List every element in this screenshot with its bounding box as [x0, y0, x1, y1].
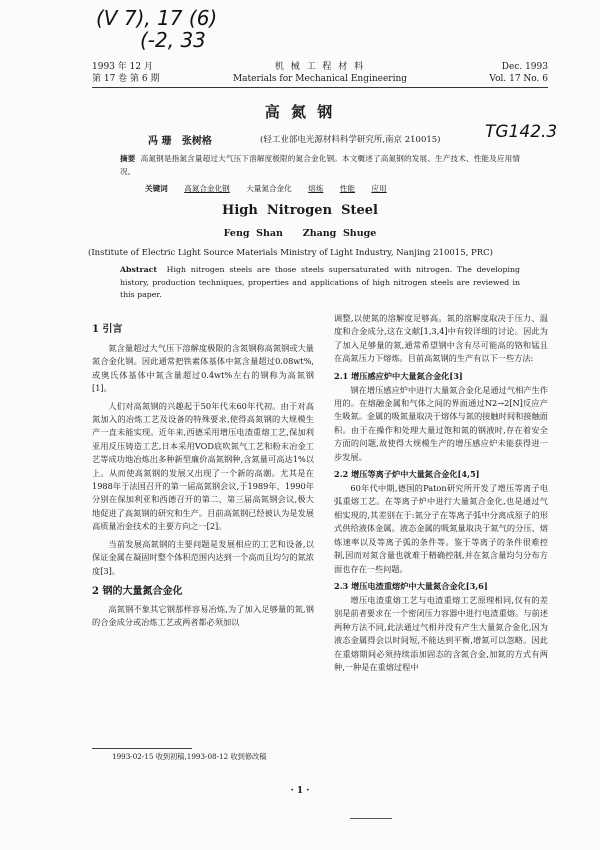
keyword-item: 性能 [339, 184, 355, 193]
abstract-cn-label: 摘要 [120, 154, 136, 163]
paragraph: 60年代中期,德国的Paton研究所开发了增压等离子电弧重熔工艺。在等离子炉中进行大量氮合金化,也是通过气相实现的,其差别在于:氮分子在等离子弧中分离成原子的形式供给液体金属。液态金属的吸氮量取决于氮气的分压、熔炼速率以及等离子弧的条件等。鉴于等离子的条件很难控制,因而对氮含量也就难于精确控制,并在氮含量均匀分布方面也存在一些问题。 [334, 483, 548, 574]
handwritten-note-line1: (V 7), 17 (6) [96, 6, 218, 30]
page-number: · 1 · [290, 786, 310, 796]
handwritten-note-line2: (-2, 33 [140, 28, 206, 52]
handwritten-class-number: TG142.3 [485, 122, 558, 142]
authors-en: Feng Shan Zhang Shuge [223, 228, 377, 239]
right-column [334, 312, 548, 674]
abstract-en-text: High nitrogen steels are those steels supersaturated with nitrogen. The developing history, production techniques, properties and applications of high nitrogen steels are reviewed in this paper. [120, 265, 520, 300]
left-column [92, 312, 314, 630]
paragraph: 氮含量超过大气压下溶解度极限的含氮钢称高氮钢或大量氮合金化钢。因此通常把铁素体基体中氮含量超过0.08wt%,或奥氏体基体中氮含量超过0.4wt%左右的钢称为高氮钢[1]。 [92, 343, 314, 394]
paragraph: 高氮钢不象其它钢那样容易冶炼,为了加入足够量的氮,钢的合金成分或冶炼工艺或两者都必须加以 [92, 603, 314, 628]
affiliation-cn: (轻工业部电光源材料科学研究所,南京 210015) [260, 135, 441, 145]
keyword-item: 高氮合金化钢 [184, 184, 230, 193]
keyword-item: 熔炼 [308, 184, 324, 193]
abstract-en-label: Abstract [120, 265, 158, 274]
scan-mark [350, 818, 392, 819]
header-journal-en: Materials for Mechanical Engineering [232, 74, 408, 84]
section-1-heading: 1 引言 [92, 324, 123, 335]
header-journal-cn: 机 械 工 程 材 料 [274, 62, 366, 72]
header-left-volume: 第 17 卷 第 6 期 [92, 74, 160, 84]
authors-cn: 冯 珊 张树格 [148, 136, 212, 147]
keywords-cn-label: 关键词 [145, 184, 168, 193]
paragraph: 人们对高氮钢的兴趣起于50年代末60年代初。由于对高氮加入的冶炼工艺及设备的特殊要求,使得高氮钢的大规模生产一直未能实现。近年来,西德采用增压电渣重熔工艺,保加利亚用反压铸造工艺,日本采用VOD底吹氮气工艺和粉末冶金工艺等成功地冶炼出多种新型廉价高氮钢种,含氮量可高达1%以上。从而使高氮钢的发展又出现了一个新的高潮。尤其是在1988年于法国召开的第一届高氮钢会议,于1989年、1990年分别在保加利亚和西德召开的第二、第三届高氮钢会议,极大地促进了高氮钢的研究和生产。目前高氮钢已经被认为是发展高质量冶金技术的主要方向之一[2]。 [92, 400, 314, 532]
abstract-en [120, 264, 520, 302]
paragraph: 调整,以使氮的溶解度足够高。氮的溶解度取决于压力、温度和合金成分,这在文献[1,3,4]中有较详细的讨论。因此为了加入足够量的氮,通常希望钢中含有尽可能高的铬和锰且在高氮压力下熔炼。目前高氮钢的生产有以下一些方法: [334, 313, 548, 364]
footnote-rule [92, 748, 192, 749]
paragraph: 增压电渣重熔工艺与电渣重熔工艺原理相同,仅有的差别是前者要求在一个密闭压力容器中进行电渣重熔。与前述两种方法不同,此法通过气相并没有产生大量氮合金化,因为液态金属得会以时间短,不能达到平衡,增氮可以忽略。因此在重熔期间必须持续添加固态的含氮合金,加氮的方式有两种,一种是在重熔过程中 [334, 594, 548, 672]
title-cn: 高 氮 钢 [264, 103, 336, 121]
header-right-volume: Vol. 17 No. 6 [489, 74, 548, 84]
title-en: High Nitrogen Steel [222, 203, 378, 218]
header-rule [92, 87, 548, 88]
abstract-cn [120, 153, 520, 178]
section-2-2-heading: 2.2 增压等离子炉中大量氮合金化[4,5] [334, 469, 480, 480]
keyword-item: 大量氮合金化 [246, 184, 292, 193]
header-left-date: 1993 年 12 月 [92, 62, 153, 72]
section-2-3-heading: 2.3 增压电渣重熔炉中大量氮合金化[3,6] [334, 580, 488, 591]
keywords-cn [145, 183, 387, 194]
affiliation-en: (Institute of Electric Light Source Materials Ministry of Light Industry, Nanjing 210015, PRC) [88, 248, 493, 258]
paragraph: 当前发展高氮钢的主要问题是发展相应的工艺和设备,以保证金属在凝固时整个体积范围内达到一个高而且均匀的氮浓度[3]。 [92, 538, 314, 576]
section-2-heading: 2 钢的大量氮合金化 [92, 585, 183, 597]
footnote: 1993-02-15 收到初稿,1993-08-12 收到修改稿 [112, 752, 267, 761]
section-2-1-heading: 2.1 增压感应炉中大量氮合金化[3] [334, 370, 463, 381]
keyword-item: 应用 [371, 184, 387, 193]
abstract-cn-text: 高氮钢是指氮含量超过大气压下溶解度极限的氮合金化钢。本文概述了高氮钢的发展、生产技术、性能及应用情况。 [120, 154, 521, 176]
paragraph: 钢在增压感应炉中进行大量氮合金化是通过气相产生作用的。在熔融金属和气体之间的界面通过N2→2[N]反应产生吸氮。金属的吸氮量取决于熔体与氮的接触时间和接触面积。由于在操作和处理大量过饱和氮的钢液时,存在着安全方面的问题,故使得大规模生产的增压感应炉未能获得进一步发展。 [334, 384, 548, 462]
header-right-date: Dec. 1993 [501, 62, 548, 72]
